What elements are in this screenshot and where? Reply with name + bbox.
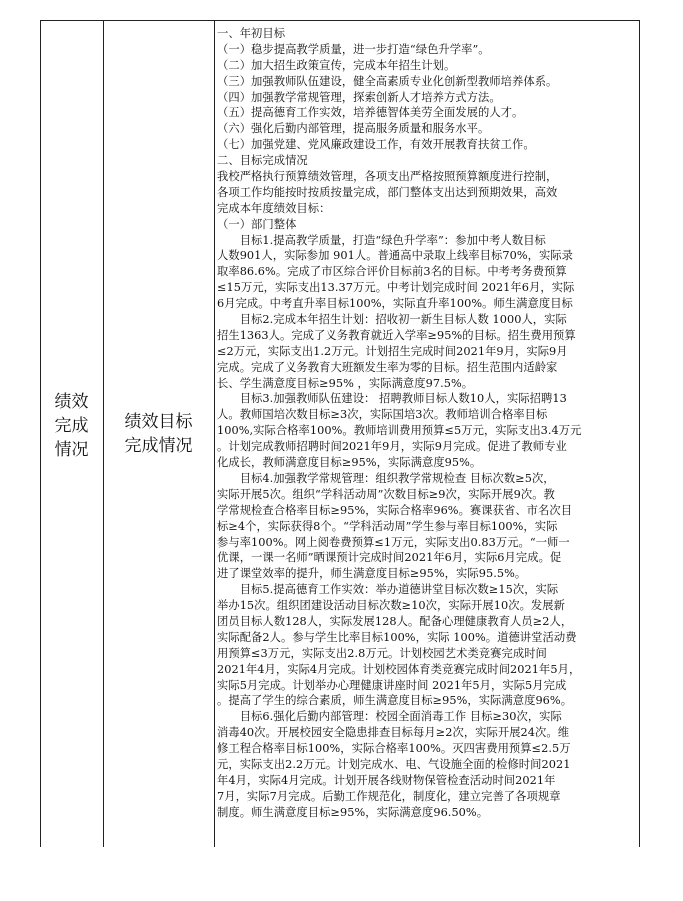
category-cell	[40, 390, 103, 462]
content-line: 人数901人，实际参加 901人。普通高中录取上线率目标70%，实际录	[217, 249, 573, 263]
table-right-border	[639, 20, 640, 847]
content-line: 目标3.加强教师队伍建设： 招聘教师目标人数10人，实际招聘13	[217, 392, 567, 406]
content-line: （五）提高德育工作实效，培养德智体美劳全面发展的人才。	[217, 106, 524, 120]
content-line: 。提高了学生的综合素质，师生满意度目标≥95%，实际满意度96%。	[217, 694, 573, 708]
content-line: 各项工作均能按时按质按量完成，部门整体支出达到预期效果，高效	[217, 185, 558, 199]
content-line: （七）加强党建、党风廉政建设工作，有效开展教育扶贫工作。	[217, 138, 535, 152]
content-line: 取率86.6%。完成了市区综合评价目标前3名的目标。中考考务费预算	[217, 265, 567, 279]
content-line: 举办15次。组织团建设活动目标次数≥10次，实际开展10次。发展新	[217, 599, 565, 613]
category-line: 完成	[54, 416, 89, 436]
content-line: 年4月，实际4月完成。计划开展各线财物保管检查活动时间2021年	[217, 773, 556, 787]
content-line: 一、年初目标	[217, 27, 286, 40]
content-line: 目标2.完成本年招生计划：招收初一新生目标人数 1000人，实际	[217, 313, 567, 327]
content-line: 标≥4个，实际获得8个。“学科活动周”学生参与率目标100%，实际	[217, 519, 558, 533]
content-line: 修工程合格率目标100%，实际合格率100%。灭四害费用预算≤2.5万	[217, 742, 571, 756]
subcategory-line: 绩效目标	[124, 412, 193, 432]
content-line: 6月完成。中考直升率目标100%，实际直升率100%。师生满意度目标	[217, 297, 573, 311]
content-line: 实际配备2人。参与学生比率目标100%，实际 100%。道德讲堂活动费	[217, 630, 577, 644]
content-line: 目标5.提高德育工作实效：举办道德讲堂目标次数≥15次，实际	[217, 583, 559, 597]
content-line: 元，实际支出2.2万元。计划完成水、电、气设施全面的检修时间2021	[217, 757, 571, 771]
category-line: 绩效	[54, 392, 89, 412]
content-line: （一）部门整体	[217, 217, 297, 231]
content-line: 二、目标完成情况	[217, 154, 308, 168]
content-line: 进了课堂效率的提升，师生满意度目标≥95%，实际95.5%。	[217, 567, 527, 581]
content-line: 学常规检查合格率目标≥95%，实际合格率96%。赛课获省、市名次目	[217, 503, 573, 517]
content-line: 完成。完成了义务教育大班额发生率为零的目标。招生范围内适龄家	[217, 360, 558, 374]
content-line: 制度。师生满意度目标≥95%，实际满意度96.50%。	[217, 805, 489, 819]
content-line: 实际开展5次。组织“学科活动周”次数目标≥9次，实际开展9次。教	[217, 487, 555, 501]
content-line: 2021年4月，实际4月完成。计划校园体育类竞赛完成时间2021年5月，	[217, 662, 581, 676]
content-line: 7月，实际7月完成。后勤工作规范化，制度化，建立完善了各项规章	[217, 789, 561, 803]
content-line: 人。教师国培次数目标≥3次，实际国培3次。教师培训合格率目标	[217, 408, 548, 422]
content-line: ≤15万元，实际支出13.37万元。中考计划完成时间 2021年6月，实际	[217, 281, 575, 295]
content-line: 参与率100%。网上阅卷费预算≤1万元，实际支出0.83万元。“一师一	[217, 535, 570, 549]
content-line: ≤2万元，实际支出1.2万元。计划招生完成时间2021年9月，实际9月	[217, 344, 568, 358]
content-line: 招生1363人。完成了义务教育就近入学率≥95%的目标。招生费用预算	[217, 328, 576, 342]
content-line: 团员目标人数128人，实际发展128人。配备心理健康教育人员≥2人，	[217, 614, 573, 628]
content-line: 优课，一课一名师”晒课预计完成时间2021年6月，实际6月完成。促	[217, 551, 562, 565]
content-line: 100%,实际合格率100%。教师培训费用预算≤5万元，实际支出3.4万元	[217, 424, 582, 438]
content-line: （六）强化后勤内部管理，提高服务质量和服务水平。	[217, 122, 490, 136]
subcategory-cell	[103, 410, 214, 458]
content-line: 消毒40次。开展校园安全隐患排查目标每月≥2次，实际开展24次。维	[217, 726, 570, 740]
content-line: 目标6.强化后勤内部管理：校园全面消毒工作 目标≥30次，实际	[217, 710, 562, 724]
content-line: 。计划完成教师招聘时间2021年9月，实际9月完成。促进了教师专业	[217, 440, 567, 454]
subcategory-line: 完成情况	[124, 436, 193, 456]
content-cell	[217, 26, 638, 821]
table-top-border	[40, 20, 640, 21]
content-line: 我校严格执行预算绩效管理，各项支出严格按照预算额度进行控制，	[217, 170, 558, 184]
content-line: 目标1.提高教学质量，打造“绿色升学率”：参加中考人数目标	[217, 233, 546, 247]
content-line: 目标4.加强教学常规管理：组织教学常规检查 目标次数≥5次，	[217, 471, 555, 485]
category-line: 情况	[54, 440, 89, 460]
column-divider-2	[214, 20, 215, 847]
content-line: 用预算≤3万元，实际支出2.8万元。计划校园艺术类竞赛完成时间	[217, 646, 547, 660]
content-line: （二）加大招生政策宣传，完成本年招生计划。	[217, 58, 456, 72]
content-line: 化成长，教师满意度目标≥95%，实际满意度95%。	[217, 456, 482, 470]
content-line: （四）加强教学常规管理，探索创新人才培养方式方法。	[217, 90, 501, 104]
content-line: 完成本年度绩效目标：	[217, 201, 331, 215]
content-line: （一）稳步提高教学质量，进一步打造“绿色升学率”。	[217, 42, 490, 56]
content-line: 长、学生满意度目标≥95% ，实际满意度97.5%。	[217, 376, 474, 390]
content-line: 实际5月完成。计划举办心理健康讲座时间 2021年5月，实际5月完成	[217, 678, 567, 692]
content-line: （三）加强教师队伍建设，健全高素质专业化创新型教师培养体系。	[217, 74, 558, 88]
